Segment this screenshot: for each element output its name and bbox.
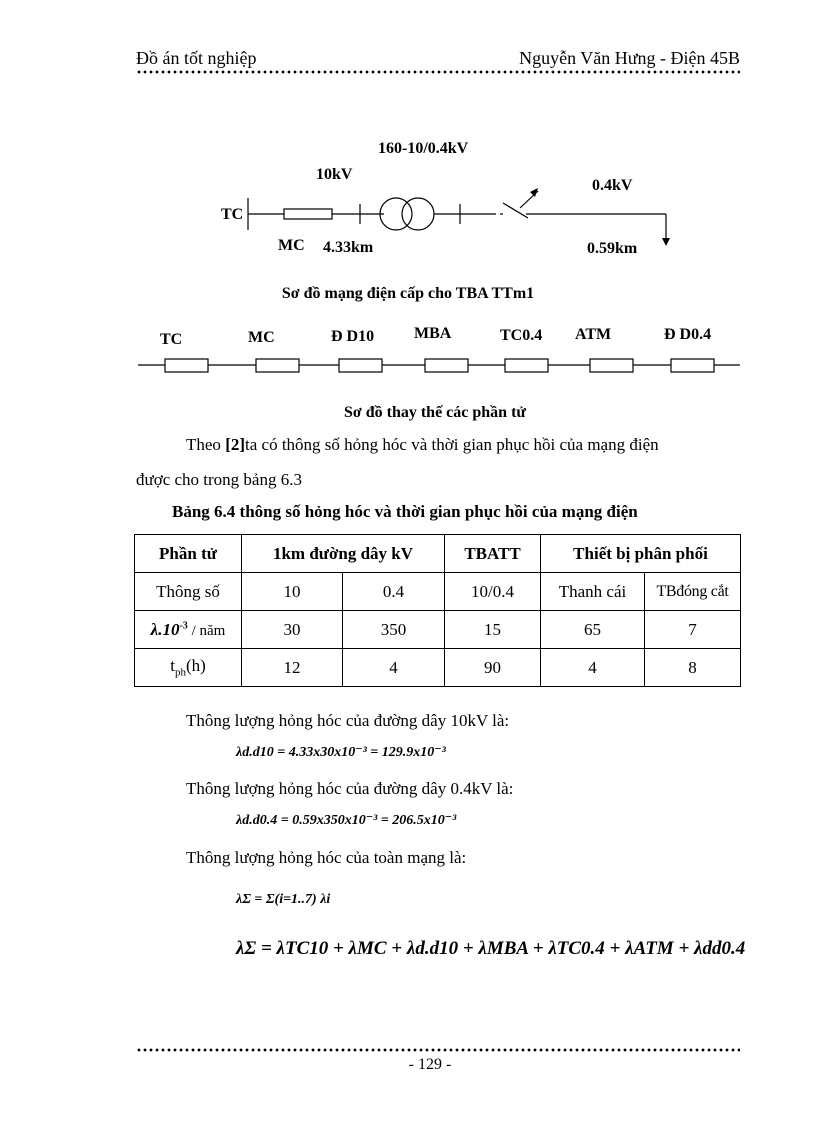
- mc-node-label: MC: [278, 237, 305, 254]
- intro-line-1: [186, 435, 659, 455]
- table-row: [135, 649, 741, 687]
- chain-label-tc: TC: [160, 331, 183, 348]
- table-cell: 4: [343, 649, 445, 687]
- lambda-label: λ.10: [150, 619, 180, 639]
- table-caption: Bảng 6.4 thông số hỏng hóc và thời gian phục hồi của mạng điện: [172, 502, 638, 521]
- chain-label-atm: ATM: [575, 326, 612, 343]
- chain-label-mba: MBA: [414, 325, 452, 342]
- intro-text-b: ta có thông số hỏng hóc và thời gian phục hồi của mạng điện: [245, 435, 659, 454]
- chain-label-dd10: Đ D10: [331, 328, 375, 345]
- table-cell: 8: [645, 649, 741, 687]
- table-row: [135, 611, 741, 649]
- header-left: Đồ án tốt nghiệp: [136, 48, 257, 68]
- table-cell: 15: [445, 611, 541, 649]
- lv-voltage-label: 0.4kV: [592, 177, 633, 194]
- tph-subscript: ph: [174, 666, 186, 679]
- table-cell: Thông số: [135, 573, 242, 611]
- lv-line-length: 0.59km: [587, 240, 638, 257]
- table-cell: 10/0.4: [445, 573, 541, 611]
- equation-total: λΣ = λTC10 + λMC + λd.d10 + λMBA + λTC0.4 + λATM + λdd0.4: [236, 938, 746, 959]
- chain-label-dd04: Đ D0.4: [664, 326, 712, 343]
- table-cell: Thanh cái: [541, 573, 645, 611]
- chain-label-mc: MC: [248, 329, 275, 346]
- calc-line-total: Thông lượng hỏng hóc của toàn mạng là:: [186, 848, 467, 867]
- intro-line-2: được cho trong bảng 6.3: [136, 470, 302, 489]
- table-cell: [135, 611, 242, 649]
- hv-voltage-label: 10kV: [316, 166, 353, 183]
- table-cell: 90: [445, 649, 541, 687]
- chain-label-tc04: TC0.4: [500, 327, 543, 344]
- table-cell: [135, 649, 242, 687]
- table-cell: 65: [541, 611, 645, 649]
- diagram2-lines: [0, 350, 816, 380]
- table-cell: 12: [242, 649, 343, 687]
- tph-label: t: [170, 656, 175, 676]
- equation-10kv: λd.d10 = 4.33x30x10⁻³ = 129.9x10⁻³: [236, 745, 446, 760]
- hv-line-length: 4.33km: [323, 239, 374, 256]
- table-cell: 30: [242, 611, 343, 649]
- diagram1-caption: Sơ đồ mạng điện cấp cho TBA TTm1: [281, 285, 535, 302]
- failure-parameters-table: [134, 534, 741, 687]
- calc-line-04kv: Thông lượng hỏng hóc của đường dây 0.4kV là:: [186, 779, 514, 798]
- header-right: Nguyễn Văn Hưng - Điện 45B: [519, 48, 740, 68]
- table-cell: 10: [242, 573, 343, 611]
- tph-unit: (h): [185, 656, 206, 676]
- page-number: - 129 -: [408, 1056, 452, 1073]
- table-cell: 4: [541, 649, 645, 687]
- table-header-row: [135, 535, 741, 573]
- calc-line-10kv: Thông lượng hỏng hóc của đường dây 10kV là:: [186, 711, 510, 730]
- table-cell: 7: [645, 611, 741, 649]
- transformer-rating-label: 160-10/0.4kV: [378, 140, 469, 157]
- intro-text-a: Theo: [186, 435, 226, 454]
- table-cell: 0.4: [343, 573, 445, 611]
- tc-node-label: TC: [221, 206, 244, 223]
- equation-sum: λΣ = Σ(i=1..7) λi: [236, 892, 331, 907]
- header-cell: Phần tử: [135, 535, 242, 573]
- header-cell: 1km đường dây kV: [242, 535, 445, 573]
- lambda-unit: / năm: [187, 622, 226, 639]
- table-cell: TBđóng cắt: [645, 573, 741, 611]
- footer-dotted-rule: [136, 1048, 740, 1052]
- lambda-exponent: -3: [179, 619, 188, 631]
- header-cell: TBATT: [445, 535, 541, 573]
- reference-link: [2]: [225, 435, 246, 454]
- table-cell: 350: [343, 611, 445, 649]
- table-row: [135, 573, 741, 611]
- equation-04kv: λd.d0.4 = 0.59x350x10⁻³ = 206.5x10⁻³: [236, 813, 457, 828]
- header-cell: Thiết bị phân phối: [541, 535, 741, 573]
- diagram2-caption: Sơ đồ thay thế các phần tử: [343, 404, 527, 421]
